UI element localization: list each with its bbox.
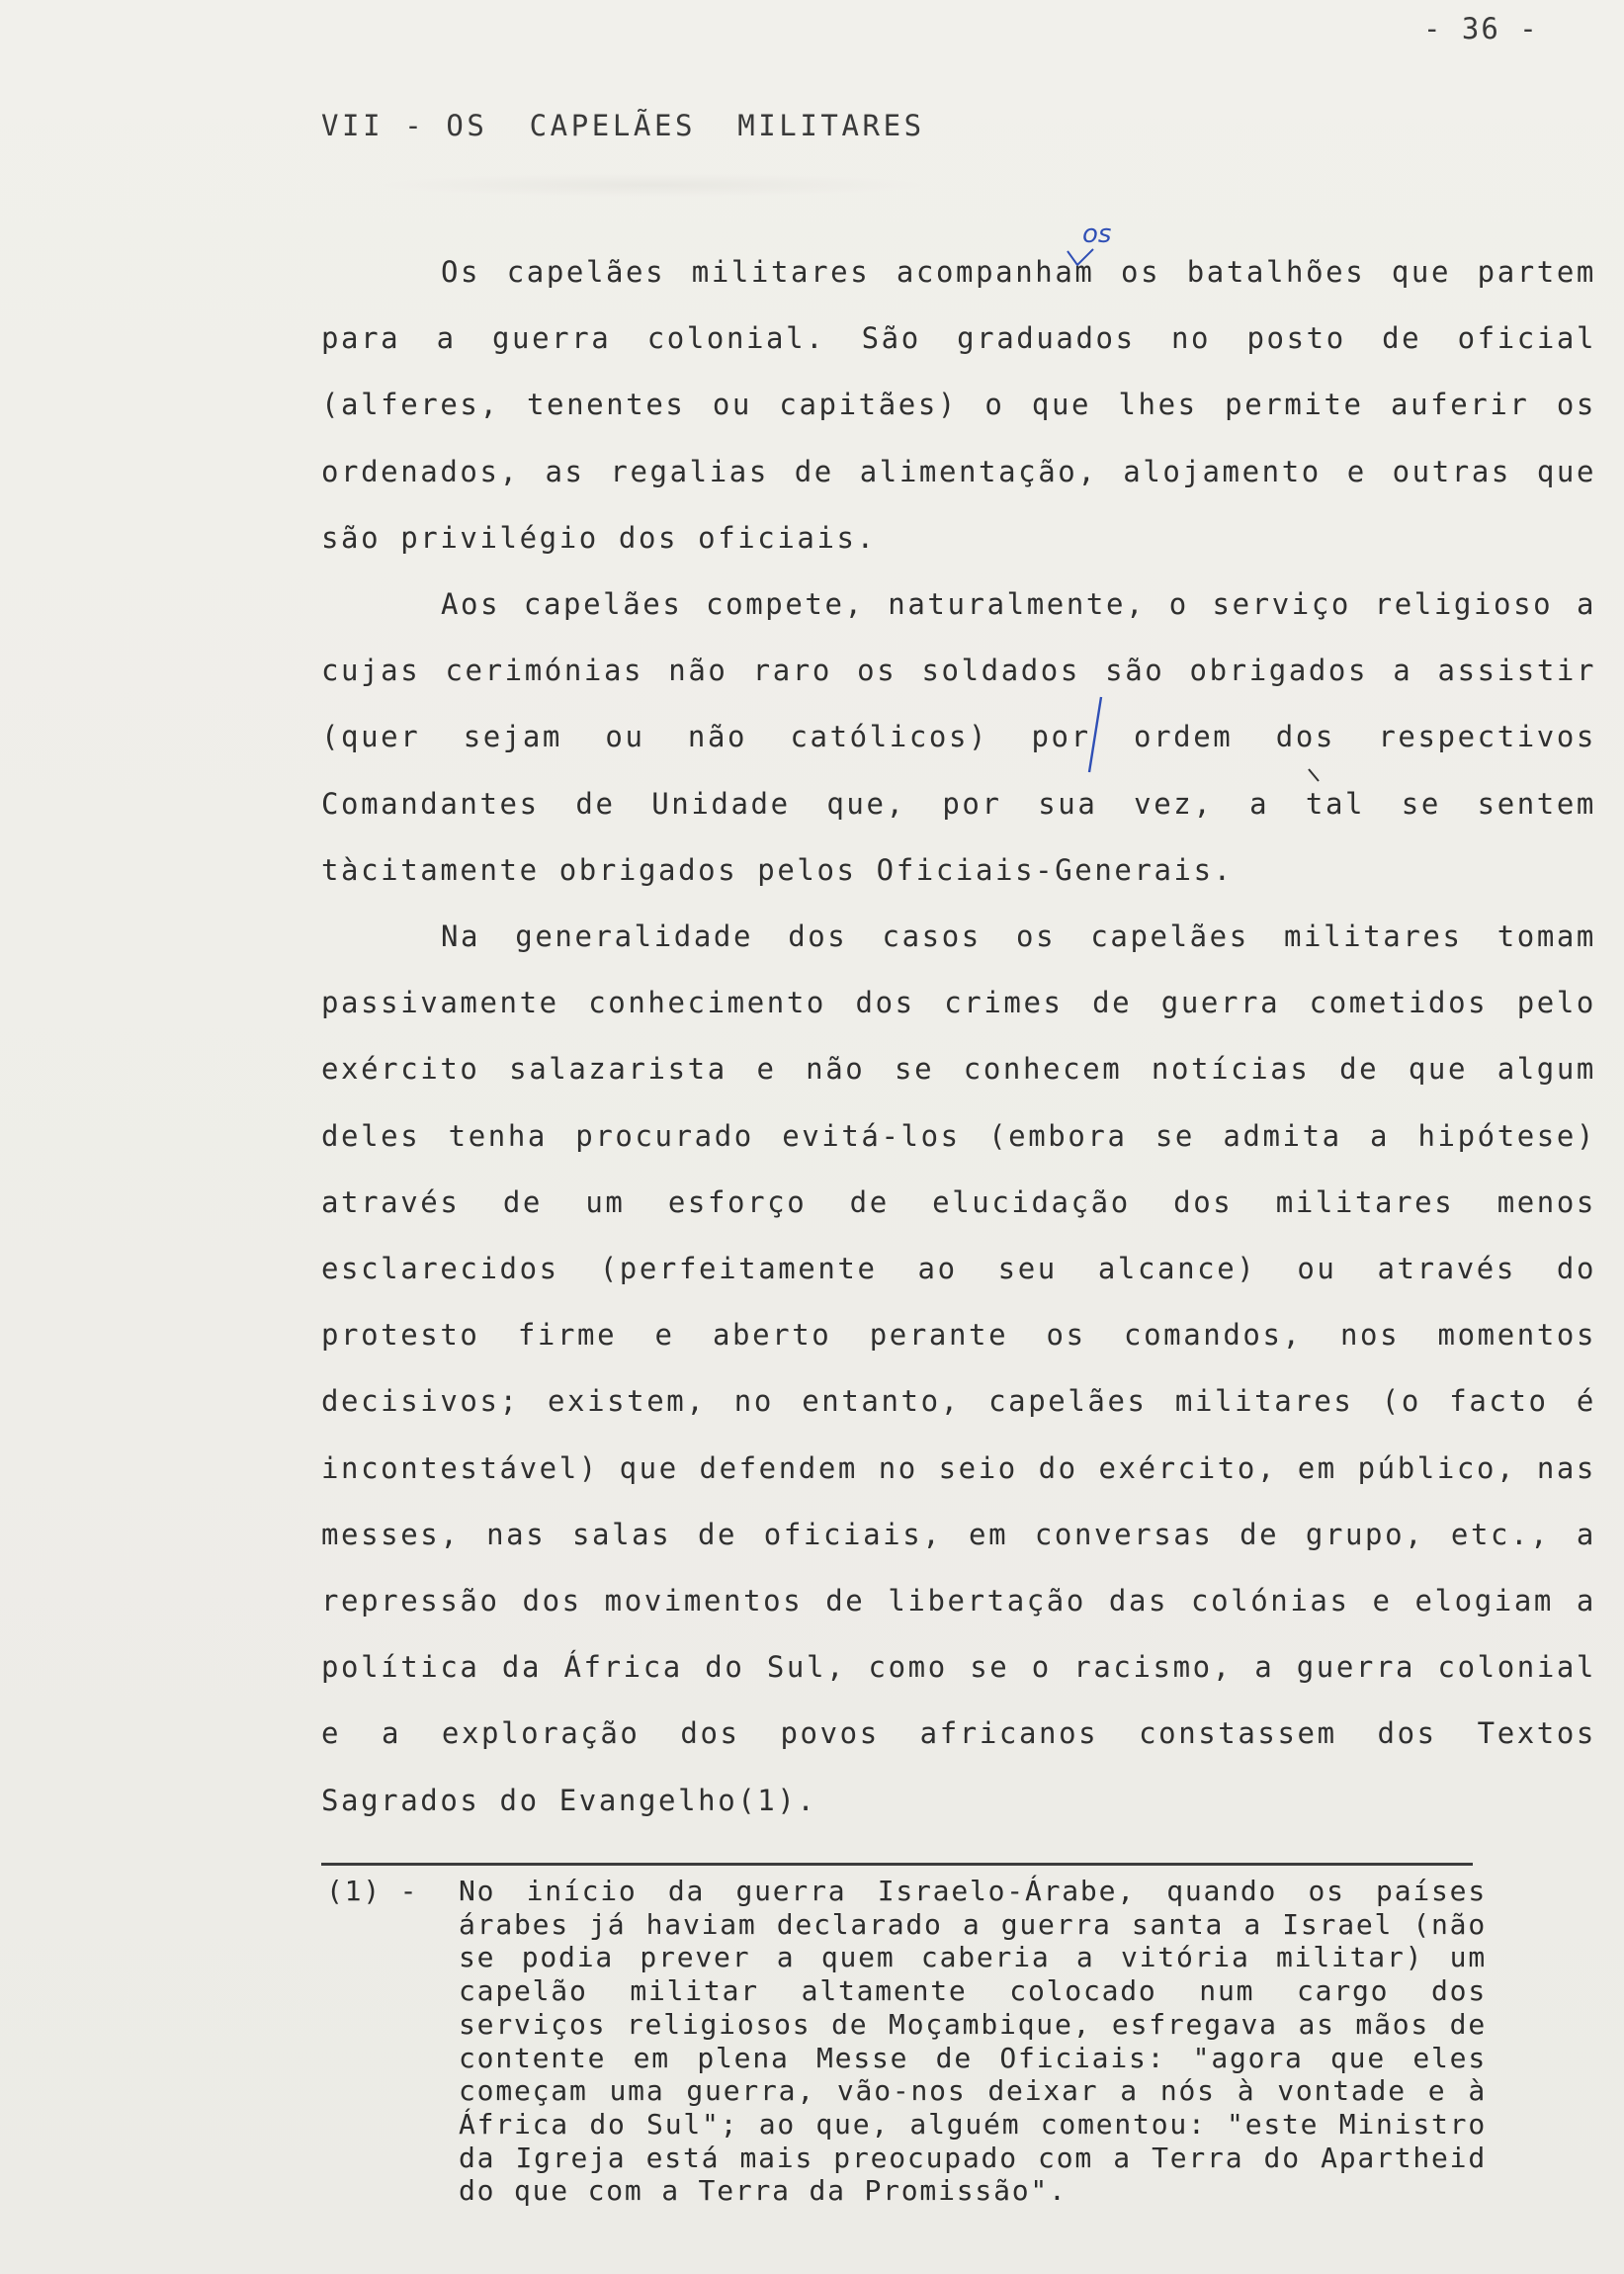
paragraph-1: Os capelães militares acompanham os batalhões que partem para a guerra colonial. São graduados no posto de oficial (alferes, tenentes ou capitães) o que lhes permite auferir os ordenados, as regalias de alimentação, alojamento e outras que são privilégio dos oficiais. — [321, 255, 1596, 555]
footnote-marker: (1) - — [326, 1875, 419, 1907]
page-number: - 36 - — [1423, 12, 1539, 45]
footnote — [326, 1875, 1512, 2208]
handwritten-insertion: os — [1082, 219, 1112, 249]
paper-smudge — [376, 173, 929, 197]
paragraph-3: Na generalidade dos casos os capelães militares tomam passivamente conhecimento dos crimes de guerra cometidos pelo exército salazarista e não se conhecem notícias de que algum deles tenha procurado evitá-los (embora se admita a hipótese) através de um esforço de elucidação dos militares menos esclarecidos (perfeitamente ao seu alcance) ou através do protesto firme e aberto perante os comandos, nos momentos decisivos; existem, no entanto, capelães militares (o facto é incontestável) que defendem no seio do exército, em público, nas messes, nas salas de oficiais, em conversas de grupo, etc., a repressão dos movimentos de libertação das colónias e elogiam a política da África do Sul, como se o racismo, a guerra colonial e a exploração dos povos africanos constassem dos Textos Sagrados do Evangelho(1). — [321, 919, 1596, 1817]
footnote-separator — [321, 1863, 1473, 1866]
paragraph-2: Aos capelães compete, naturalmente, o serviço religioso a cujas cerimónias não raro os soldados são obrigados a assistir (quer sejam ou não católicos) por ordem dos respectivos Comandantes de Unidade que, por sua vez, a tal se sentem tàcitamente obrigados pelos Oficiais-Generais. — [321, 587, 1596, 887]
body-text — [321, 239, 1596, 1834]
chapter-title: VII - OS CAPELÃES MILITARES — [321, 109, 925, 142]
footnote-text: No início da guerra Israelo-Árabe, quando os países árabes já haviam declarado a guerra santa a Israel (não se podia prever a quem caberia a vitória militar) um capelão militar altamente colocado num cargo dos serviços religiosos de Moçambique, esfregava as mãos de contente em plena Messe de Oficiais: "agora que eles começam uma guerra, vão-nos deixar a nós à vontade e à África do Sul"; ao que, alguém comentou: "este Ministro da Igreja está mais preocupado com a Terra do Apartheid do que com a Terra da Promissão". — [459, 1875, 1487, 2208]
